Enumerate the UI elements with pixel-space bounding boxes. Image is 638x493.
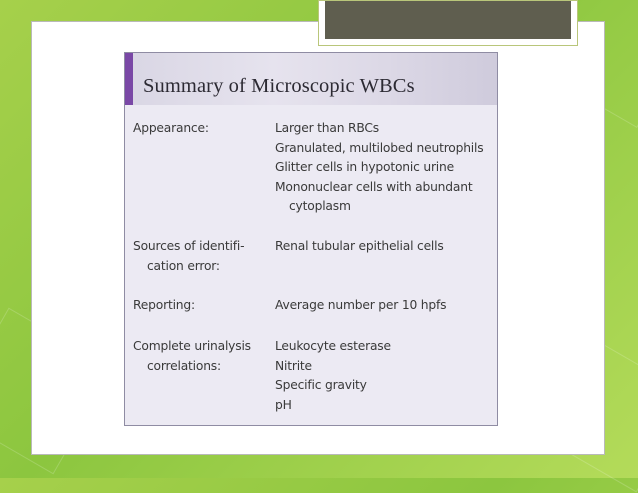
card-header: [125, 53, 497, 105]
row-label-appearance: [133, 119, 273, 139]
row-value-urinalysis-correlations: [275, 337, 497, 415]
row-value-sources-of-error: [275, 237, 497, 257]
card-header-accent: [125, 53, 133, 105]
value-line: Mononuclear cells with abundant: [275, 179, 473, 194]
slide-title-bar: [325, 1, 571, 39]
value-line: Larger than RBCs: [275, 121, 379, 135]
label-line: correlations:: [147, 358, 221, 373]
label-line: cation error:: [147, 258, 220, 273]
value-line: cytoplasm: [289, 199, 351, 213]
value-line: Glitter cells in hypotonic urine: [275, 160, 454, 174]
value-line: Leukocyte esterase: [275, 339, 391, 353]
row-label-sources-of-error: [133, 237, 273, 276]
label-line: Reporting:: [133, 298, 195, 312]
value-line: Average number per 10 hpfs: [275, 298, 447, 312]
row-label-urinalysis-correlations: [133, 337, 273, 376]
label-line: Sources of identifi-: [133, 239, 245, 253]
value-line: Renal tubular epithelial cells: [275, 239, 444, 253]
value-line: Specific gravity: [275, 378, 367, 392]
row-value-appearance: [275, 119, 497, 217]
label-line: Complete urinalysis: [133, 339, 251, 353]
value-line: Granulated, multilobed neutrophils: [275, 140, 484, 155]
label-line: Appearance:: [133, 121, 209, 135]
row-label-reporting: [133, 296, 273, 316]
value-line: pH: [275, 397, 292, 412]
row-value-reporting: [275, 296, 497, 316]
summary-card: [124, 52, 498, 426]
card-title: Summary of Microscopic WBCs: [143, 75, 415, 97]
slide-title-placeholder: [318, 0, 578, 46]
value-line: Nitrite: [275, 358, 312, 373]
